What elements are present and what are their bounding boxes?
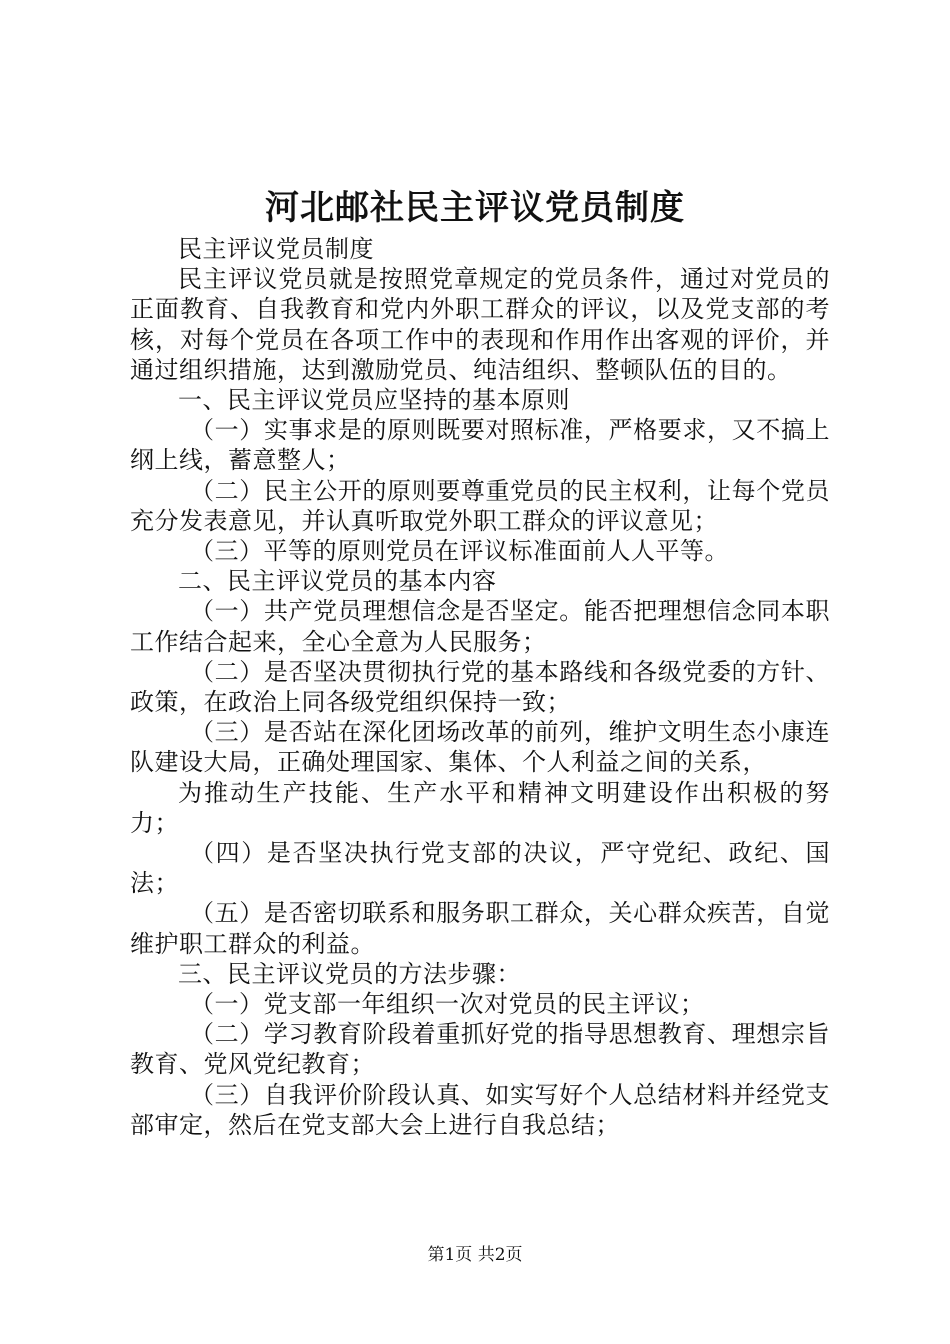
section-heading: 三、民主评议党员的方法步骤： — [178, 959, 521, 988]
section-heading: 二、民主评议党员的基本内容 — [178, 567, 497, 596]
paragraph: （五）是否密切联系和服务职工群众，关心群众疾苦，自觉维护职工群众的利益。 — [130, 899, 830, 958]
paragraph: （三）平等的原则党员在评议标准面前人人平等。 — [190, 537, 729, 566]
paragraph: （一）共产党员理想信念是否坚定。能否把理想信念同本职工作结合起来，全心全意为人民服务； — [130, 597, 830, 656]
document-title: 河北邮社民主评议党员制度 — [265, 188, 685, 228]
paragraph: （三）是否站在深化团场改革的前列，维护文明生态小康连队建设大局，正确处理国家、集体、个人利益之间的关系， — [130, 718, 830, 777]
document-body — [130, 234, 830, 1140]
section-heading: 一、民主评议党员应坚持的基本原则 — [178, 386, 570, 415]
paragraph: （一）实事求是的原则既要对照标准，严格要求，又不搞上纲上线，蓄意整人； — [130, 416, 830, 475]
paragraph: （四）是否坚决执行党支部的决议，严守党纪、政纪、国法； — [130, 839, 830, 898]
paragraph: （一）党支部一年组织一次对党员的民主评议； — [190, 990, 705, 1019]
paragraph: （二）是否坚决贯彻执行党的基本路线和各级党委的方针、政策，在政治上同各级党组织保持一致； — [130, 657, 830, 717]
paragraph: 为推动生产技能、生产水平和精神文明建设作出积极的努力； — [130, 778, 830, 837]
paragraph: 民主评议党员制度 — [178, 235, 374, 263]
paragraph: （三）自我评价阶段认真、如实写好个人总结材料并经党支部审定，然后在党支部大会上进行自我总结； — [130, 1080, 830, 1139]
paragraph: （二）民主公开的原则要尊重党员的民主权利，让每个党员充分发表意见，并认真听取党外职工群众的评议意见； — [130, 476, 830, 535]
page-number-footer: 第1页 共2页 — [427, 1245, 523, 1265]
paragraph: 民主评议党员就是按照党章规定的党员条件，通过对党员的正面教育、自我教育和党内外职工群众的评议，以及党支部的考核，对每个党员在各项工作中的表现和作用作出客观的评价，并通过组织措施，达到激励党员、纯洁组织、整顿队伍的目的。 — [130, 265, 830, 384]
paragraph: （二）学习教育阶段着重抓好党的指导思想教育、理想宗旨教育、党风党纪教育； — [130, 1020, 830, 1079]
